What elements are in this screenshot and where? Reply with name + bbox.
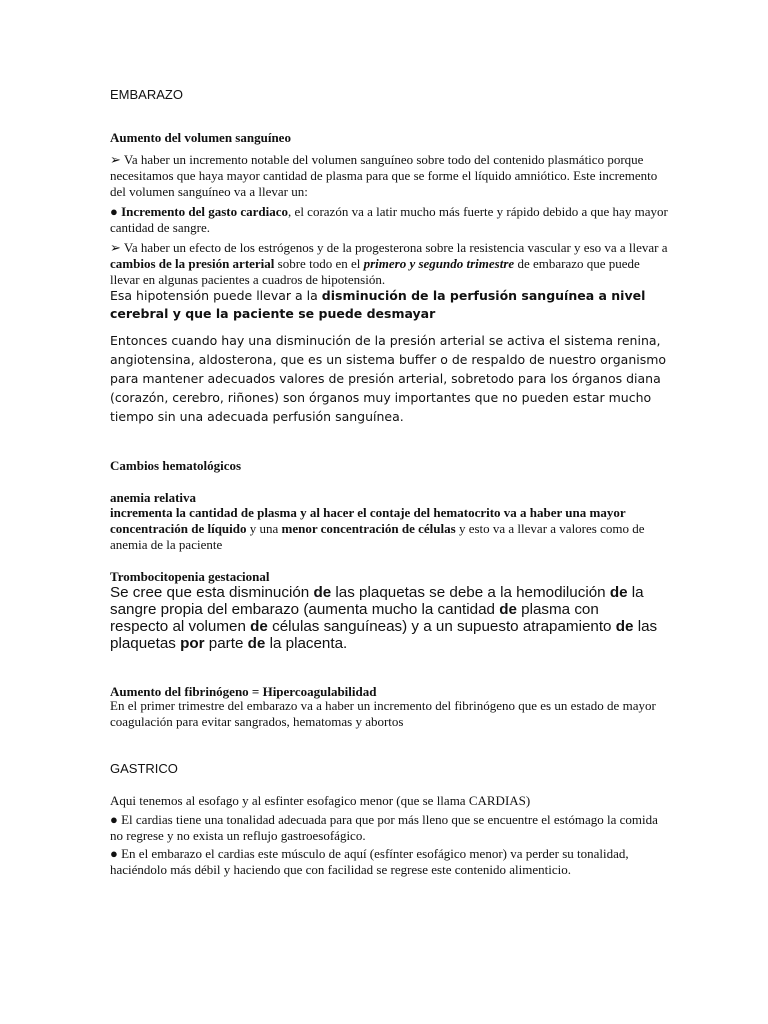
paragraph-cardias-intro: Aqui tenemos al esofago y al esfinter esofagico menor (que se llama CARDIAS) [110, 793, 531, 808]
paragraph-fibrinogeno: En el primer trimestre del embarazo va a haber un incremento del fibrinógeno que es un estado de mayor coagulación para evitar sangrados, hematomas y abortos [110, 698, 656, 729]
paragraph-incremento-volumen: ➢ Va haber un incremento notable del volumen sanguíneo sobre todo del contenido plasmático porque necesitamos que haya mayor cantidad de plasma para que se forme el líquido amniótico. Este incremento del volumen sanguíneo va a llevar un: [110, 152, 658, 199]
text-run: de [609, 584, 628, 601]
paragraph-gasto-cardiaco: ● Incremento del gasto cardiaco, el corazón va a latir mucho más fuerte y rápido debido a que hay mayor cantidad de sangre. [110, 204, 668, 235]
paragraph-cardias-tonalidad: ● El cardias tiene una tonalidad adecuada para que por más lleno que se encuentre el estómago la comida no regrese y no exista un reflujo gastroesofágico. [110, 812, 658, 843]
text-run: de [247, 635, 266, 652]
text-run: las plaquetas se debe a la hemodilución [331, 584, 610, 601]
text-run: de [499, 601, 517, 618]
section-title-fibrinogeno: Aumento del fibrinógeno = Hipercoagulabilidad [110, 684, 377, 699]
subsection-anemia-relativa: anemia relativa [110, 490, 197, 505]
text-run: plasma con respecto al volumen [110, 601, 599, 635]
text-run: parte [204, 635, 248, 652]
section-title-volumen: Aumento del volumen sanguíneo [110, 130, 291, 145]
text-run: de [615, 618, 634, 635]
text-run: la placenta. [265, 635, 348, 652]
paragraph-presion-arterial: ➢ Va haber un efecto de los estrógenos y de la progesterona sobre la resistencia vascular y eso va a llevar a cambios de la presión arterial sobre todo en el primero y segundo trimestre de embarazo que puede llevar en algunas pacientes a cuadros de hipotensión. [110, 240, 668, 287]
arrow-icon: ➢ [110, 152, 121, 167]
text-run: la sangre propia del embarazo (aumenta mucho la cantidad [110, 584, 644, 618]
section-title-hematologicos: Cambios hematológicos [110, 458, 242, 473]
paragraph-cardias-embarazo: ● En el embarazo el cardias este músculo de aquí (esfínter esofágico menor) va perder su tonalidad, haciéndolo más débil y haciendo que con facilidad se regrese este contenido alimenticio. [110, 846, 629, 877]
arrow-icon: ➢ [110, 240, 121, 255]
heading-embarazo: EMBARAZO [110, 87, 183, 102]
heading-gastrico: GASTRICO [110, 761, 178, 776]
subsection-trombocitopenia: Trombocitopenia gestacional [110, 569, 270, 584]
paragraph-hipotension: Esa hipotensión puede llevar a la disminución de la perfusión sanguínea a nivel cerebral y que la paciente se puede desmayar [110, 288, 646, 321]
text-run: células sanguíneas) y a un supuesto atrapamiento [267, 618, 616, 635]
bullet-icon: ● [110, 204, 118, 219]
paragraph-anemia: incrementa la cantidad de plasma y al hacer el contaje del hematocrito va a haber una mayor concentración de líquido y una menor concentración de células y esto va a llevar a valores como de anemia de la paciente [110, 505, 645, 552]
bullet-icon: ● [110, 846, 118, 861]
bullet-icon: ● [110, 812, 118, 827]
text-run: Se cree que esta disminución [110, 584, 314, 601]
text-run: por [180, 635, 205, 652]
paragraph-renina: Entonces cuando hay una disminución de la presión arterial se activa el sistema renina, angiotensina, aldosterona, que es un sistema buffer o de respaldo de nuestro organismo para mantener adecuados valores de presión arterial, sobretodo para los órganos diana (corazón, cerebro, riñones) son órganos muy importantes que no pueden estar mucho tiempo sin una adecuada perfusión sanguínea. [110, 333, 667, 424]
paragraph-trombocitopenia [110, 584, 658, 652]
text-run: las plaquetas [110, 618, 658, 652]
text-run: de [313, 584, 332, 601]
text-run: de [250, 618, 268, 635]
